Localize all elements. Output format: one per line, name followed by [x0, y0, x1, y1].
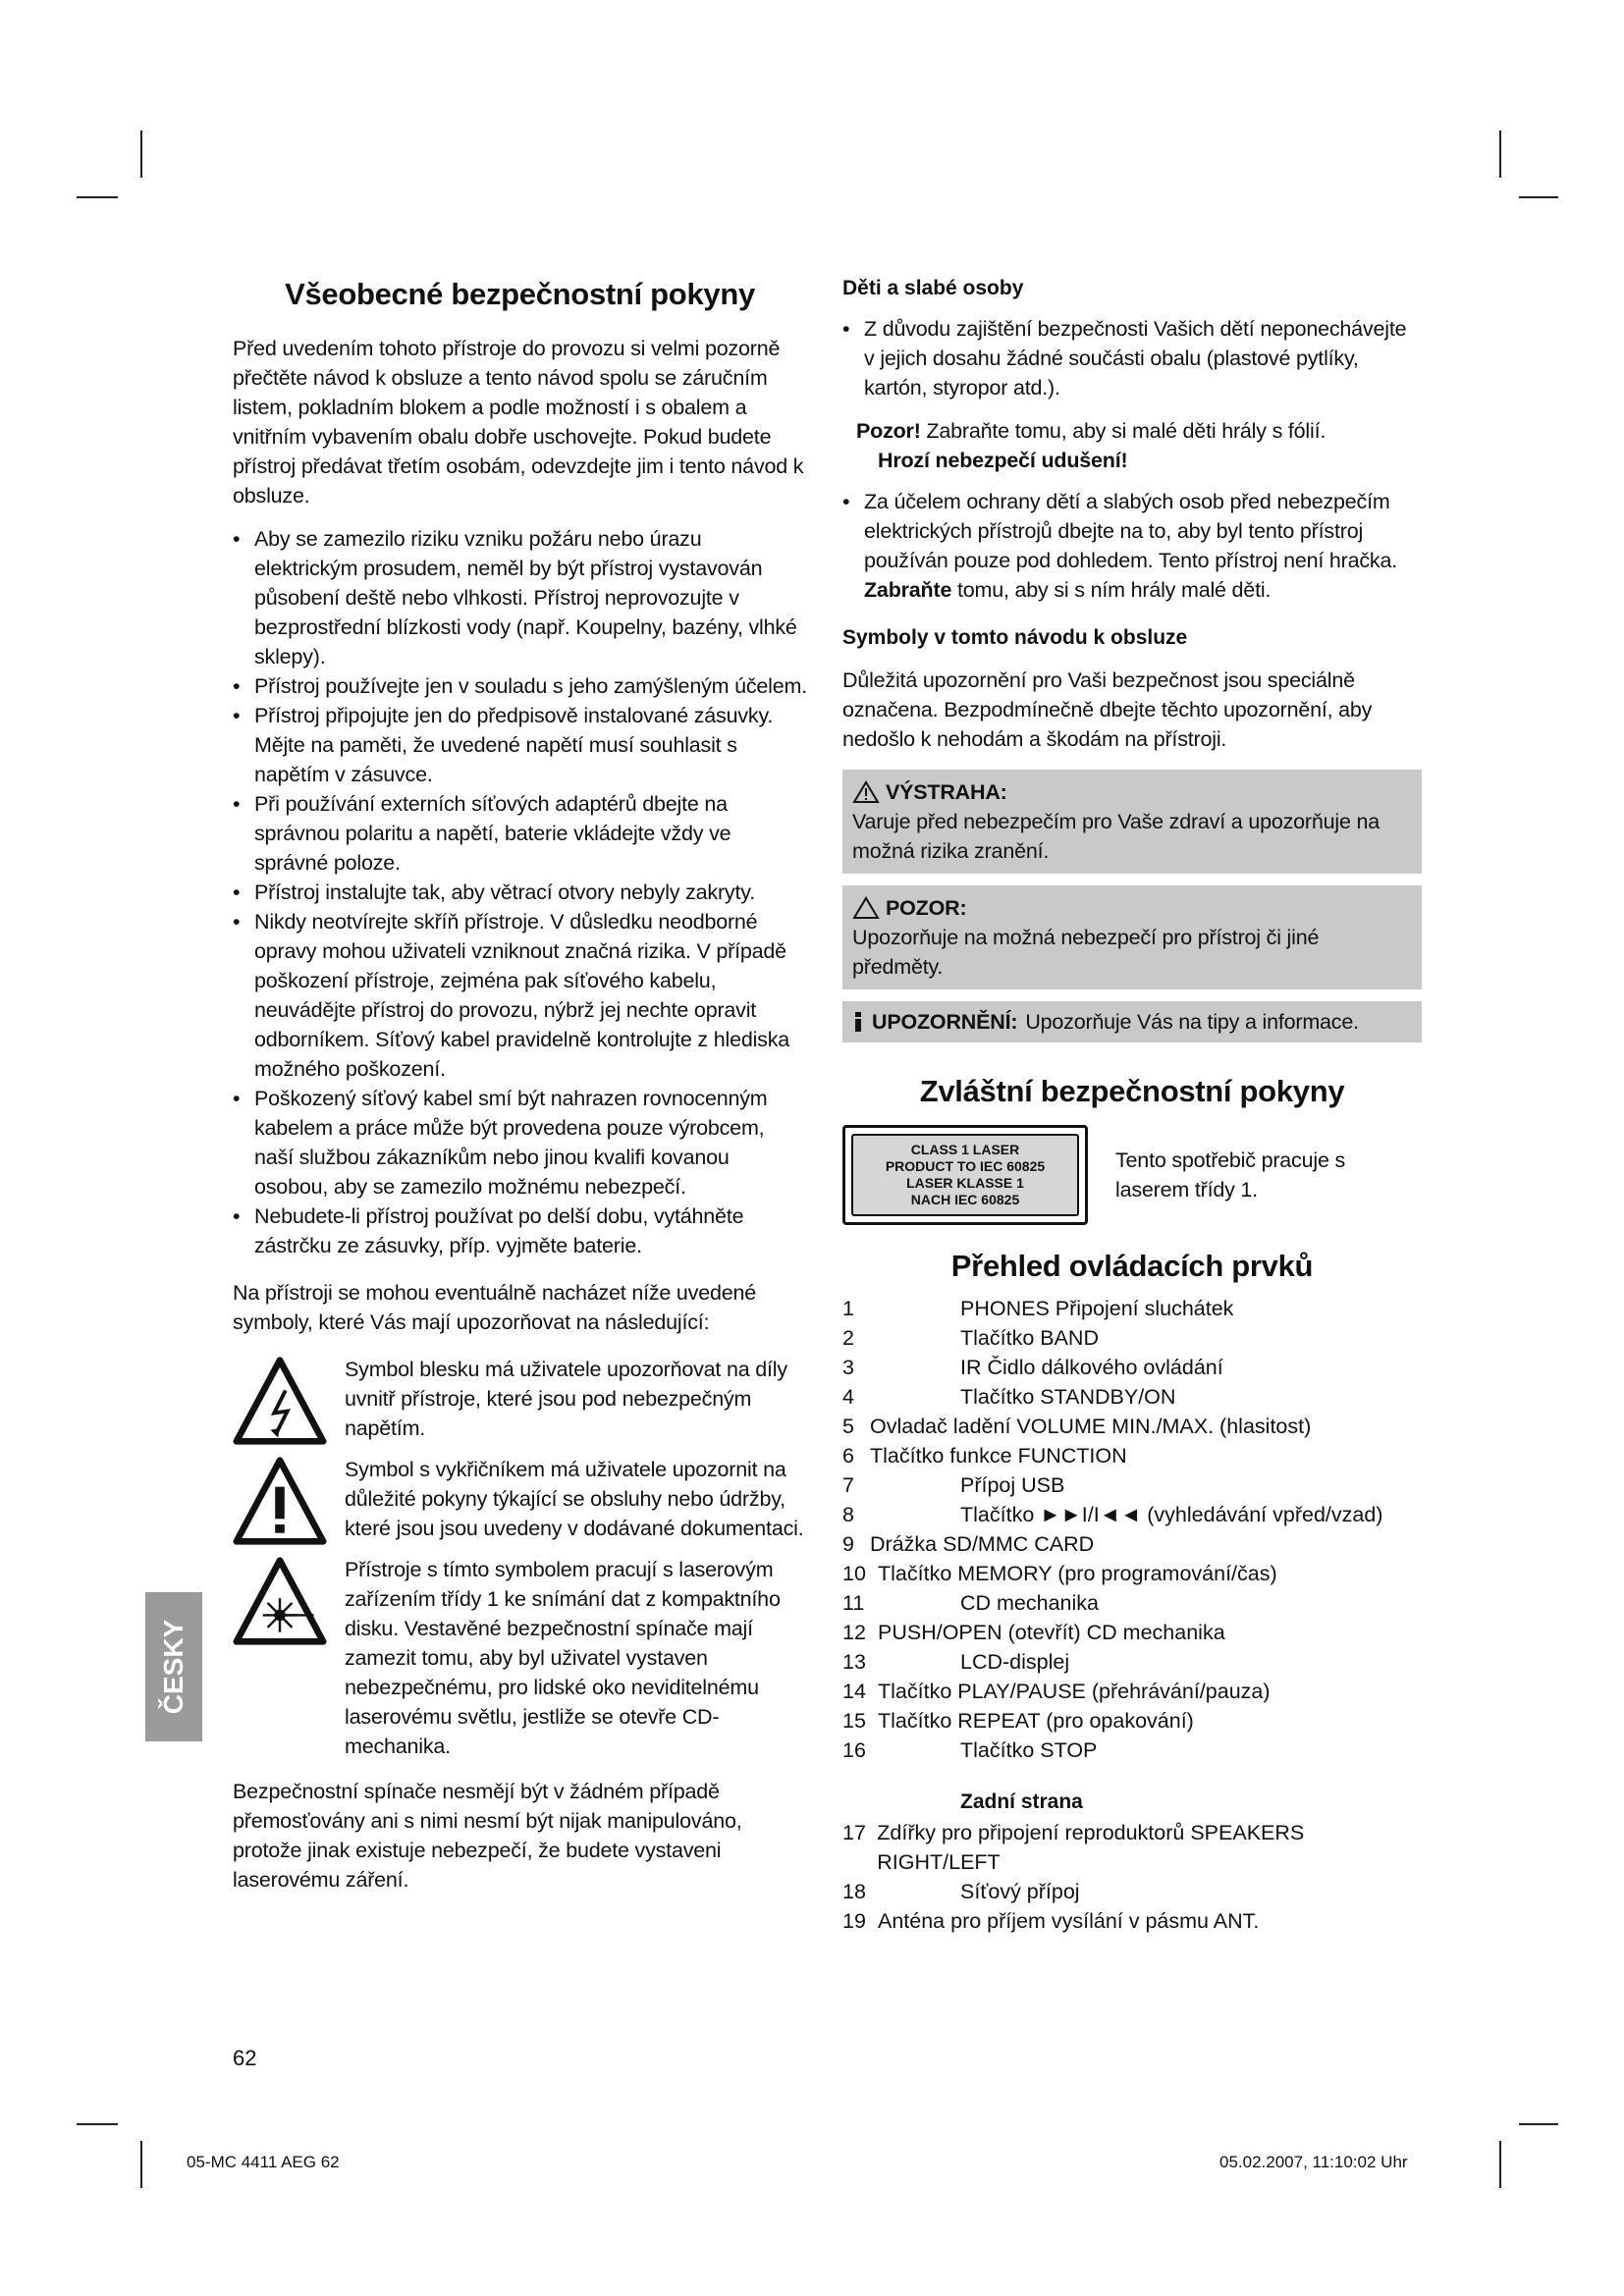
list-item: • Přístroj připojujte jen do předpisově instalované zásuvky. Mějte na paměti, že uvedené napětí musí souhlasit s napětím v zásuvce.	[233, 701, 807, 789]
language-tab-label: ČESKY	[158, 1619, 189, 1715]
symbol-text: Symbol blesku má uživatele upozorňovat na díly uvnitř přístroje, které jsou pod nebezpečným napětím.	[345, 1358, 787, 1440]
laser-label-line: PRODUCT TO IEC 60825	[885, 1158, 1046, 1174]
list-item: 18 Síťový přípoj	[842, 1880, 1080, 1903]
pozor-text: Zabraňte tomu, aby si malé děti hrály s fólií.	[926, 419, 1326, 443]
warning-text: Varuje před nebezpečím pro Vaše zdraví a upozorňuje na možná rizika zranění.	[852, 810, 1380, 863]
warning-triangle-icon	[852, 780, 880, 804]
list-item: • Nikdy neotvírejte skříň přístroje. V důsledku neodborné opravy mohou uživateli vzniknout značná rizika. V případě poškození přístroje, zejména pak síťového kabelu, neuvádějte přístroj do provozu, nýbrž jej nechte opravit odborníkem. Síťový kabel pravidelně kontrolujte z hlediska možného poškození.	[233, 907, 807, 1084]
symbols-title: Symboly v tomto návodu k obsluze	[842, 626, 1188, 649]
warning-title: VÝSTRAHA:	[886, 780, 1007, 804]
footer-left: 05-MC 4411 AEG 62	[187, 2153, 340, 2171]
list-item: 11 CD mechanika	[842, 1591, 1099, 1615]
info-icon	[852, 1010, 866, 1034]
list-item	[842, 487, 1422, 605]
back-side-title: Zadní strana	[960, 1790, 1083, 1813]
lightning-warning-icon	[233, 1355, 327, 1449]
list-item: 8 Tlačítko ►►I/I◄◄ (vyhledávání vpřed/vzad)	[842, 1503, 1383, 1526]
symbol-text: Symbol s vykřičníkem má uživatele upozornit na důležité pokyny týkající se obsluhy nebo údržby, které jsou jsou uvedeny v dodávané dokumentaci.	[345, 1458, 804, 1540]
caution-box	[842, 885, 1422, 989]
list-item: • Přístroj používejte jen v souladu s jeho zamýšleným účelem.	[233, 671, 807, 701]
special-safety-title: Zvláštní bezpečnostní pokyny	[919, 1074, 1345, 1108]
symbol-row-laser	[233, 1555, 807, 1761]
list-item: 6 Tlačítko funkce FUNCTION	[842, 1444, 1127, 1468]
symbols-text: Důležitá upozornění pro Vaši bezpečnost jsou speciálně označena. Bezpodmínečně dbejte těchto upozornění, aby nedošlo k nehodám a škodám na přístroji.	[842, 668, 1373, 751]
list-item: 7 Přípoj USB	[842, 1473, 1065, 1497]
list-item: • Přístroj instalujte tak, aby větrací otvory nebyly zakryty.	[233, 878, 807, 907]
page-number: 62	[233, 2046, 257, 2070]
caution-header	[852, 893, 1412, 923]
symbols-intro: Na přístroji se mohou eventuálně nacházet níže uvedené symboly, které Vás mají upozorňovat na následující:	[233, 1281, 757, 1334]
safety-bullets	[233, 524, 807, 1260]
bullet-text: Za účelem ochrany dětí a slabých osob před nebezpečím elektrických přístrojů dbejte na to, aby byl tento přístroj používán pouze pod dohledem. Tento přístroj není hračka.	[864, 490, 1397, 572]
footer-right: 05.02.2007, 11:10:02 Uhr	[1219, 2153, 1408, 2171]
symbol-row-exclamation	[233, 1455, 807, 1549]
symbol-text: Přístroje s tímto symbolem pracují s laserovým zařízením třídy 1 ke snímání dat z kompaktního disku. Vestavěné bezpečnostní spínače mají zamezit tomu, aby byl uživatel vystaven nebezpečnému, pro lidské oko neviditelnému laserovému světlu, jestliže se otevře CD-mechanika.	[345, 1558, 781, 1758]
list-item: • Poškozený síťový kabel smí být nahrazen rovnocenným kabelem a práce může být provedena pouze výrobcem, naší službou zákazníkům nebo jinou kvalifi kovanou osobou, aby se zamezilo možnému nebezpečí.	[233, 1084, 807, 1201]
list-item: 3 IR Čidlo dálkového ovládání	[842, 1356, 1223, 1379]
bullet-bold: Zabraňte	[864, 578, 952, 602]
bullet-end: tomu, aby si s ním hrály malé děti.	[956, 578, 1272, 602]
pozor-note	[842, 416, 1422, 475]
note-header	[852, 1007, 1412, 1037]
pozor-line2: Hrozí nebezpečí udušení!	[878, 449, 1128, 472]
laser-class-label	[842, 1125, 1088, 1225]
list-item: • Nebudete-li přístroj používat po delší dobu, vytáhněte zástrčku ze zásuvky, příp. vyjměte baterie.	[233, 1201, 807, 1260]
laser-label-line: CLASS 1 LASER	[910, 1142, 1020, 1157]
note-text: Upozorňuje Vás na tipy a informace.	[1025, 1010, 1359, 1034]
back-list	[842, 1818, 1422, 1936]
list-item: 14 Tlačítko PLAY/PAUSE (přehrávání/pauza)	[842, 1680, 1271, 1703]
warning-box	[842, 770, 1422, 874]
exclamation-warning-icon	[233, 1455, 327, 1549]
caution-triangle-icon	[852, 896, 880, 920]
list-item: 16 Tlačítko STOP	[842, 1738, 1098, 1762]
list-item: 10 Tlačítko MEMORY (pro programování/čas)	[842, 1562, 1277, 1585]
list-item: 15 Tlačítko REPEAT (pro opakování)	[842, 1709, 1194, 1733]
left-column	[233, 277, 807, 1895]
list-item: • Aby se zamezilo riziku vzniku požáru nebo úrazu elektrickým prosudem, neměl by být přístroj vystavován působení deště nebo vlhkosti. Přístroj neprovozujte v bezprostřední blízkosti vody (např. Koupelny, bazény, vlhké sklepy).	[233, 524, 807, 671]
laser-warning-icon	[233, 1555, 327, 1649]
general-safety-title: Všeobecné bezpečnostní pokyny	[285, 277, 755, 311]
list-item: 13 LCD-displej	[842, 1650, 1070, 1674]
list-item: 9 Drážka SD/MMC CARD	[842, 1532, 1095, 1556]
children-bullets	[842, 314, 1422, 402]
closing-text: Bezpečnostní spínače nesmějí být v žádném případě přemosťovány ani s nimi nesmí být nijak manipulováno, protože jinak existuje nebezpečí, že budete vystaveni laserovému záření.	[233, 1780, 742, 1892]
list-item: 19 Anténa pro příjem vysílání v pásmu ANT.	[842, 1909, 1260, 1933]
warning-header	[852, 777, 1412, 807]
children-title: Děti a slabé osoby	[842, 277, 1024, 299]
controls-list	[842, 1294, 1422, 1765]
list-item: • Při používání externích síťových adaptérů dbejte na správnou polaritu a napětí, baterie vkládejte vždy ve správné poloze.	[233, 789, 807, 878]
laser-section	[842, 1125, 1422, 1225]
laser-label-line: LASER KLASSE 1	[906, 1175, 1024, 1191]
controls-overview-title: Přehled ovládacích prvků	[950, 1249, 1314, 1283]
list-item: 1 PHONES Připojení sluchátek	[842, 1297, 1234, 1320]
caution-text: Upozorňuje na možná nebezpečí pro přístroj či jiné předměty.	[852, 926, 1320, 979]
list-item: 17 Zdířky pro připojení reproduktorů SPEAKERS RIGHT/LEFT	[842, 1821, 1305, 1874]
list-item: • Z důvodu zajištění bezpečnosti Vašich dětí neponechávejte v jejich dosahu žádné součásti obalu (plastové pytlíky, kartón, styropor atd.).	[842, 314, 1422, 402]
note-title: UPOZORNĚNÍ:	[872, 1010, 1018, 1034]
list-item: 12 PUSH/OPEN (otevřít) CD mechanika	[842, 1621, 1225, 1644]
intro-text: Před uvedením tohoto přístroje do provozu si velmi pozorně přečtěte návod k obsluze a tento návod spolu se záručním listem, pokladním blokem a podle možností i s obalem a vnitřním vybavením obalu dobře uschovejte. Pokud budete přístroj předávat třetím osobám, odevzdejte jim i tento návod k obsluze.	[233, 337, 804, 507]
language-tab	[145, 1592, 202, 1741]
children-bullets-2	[842, 487, 1422, 605]
laser-label-line: NACH IEC 60825	[910, 1192, 1020, 1207]
right-column	[842, 277, 1422, 1936]
list-item: 2 Tlačítko BAND	[842, 1326, 1099, 1350]
symbol-row-lightning	[233, 1355, 807, 1449]
caution-title: POZOR:	[886, 896, 967, 920]
pozor-label: Pozor!	[856, 419, 921, 443]
laser-text: Tento spotřebič pracuje s laserem třídy 1.	[1115, 1148, 1346, 1201]
list-item: 4 Tlačítko STANDBY/ON	[842, 1385, 1176, 1409]
list-item: 5 Ovladač ladění VOLUME MIN./MAX. (hlasitost)	[842, 1415, 1312, 1438]
note-box	[842, 1001, 1422, 1042]
